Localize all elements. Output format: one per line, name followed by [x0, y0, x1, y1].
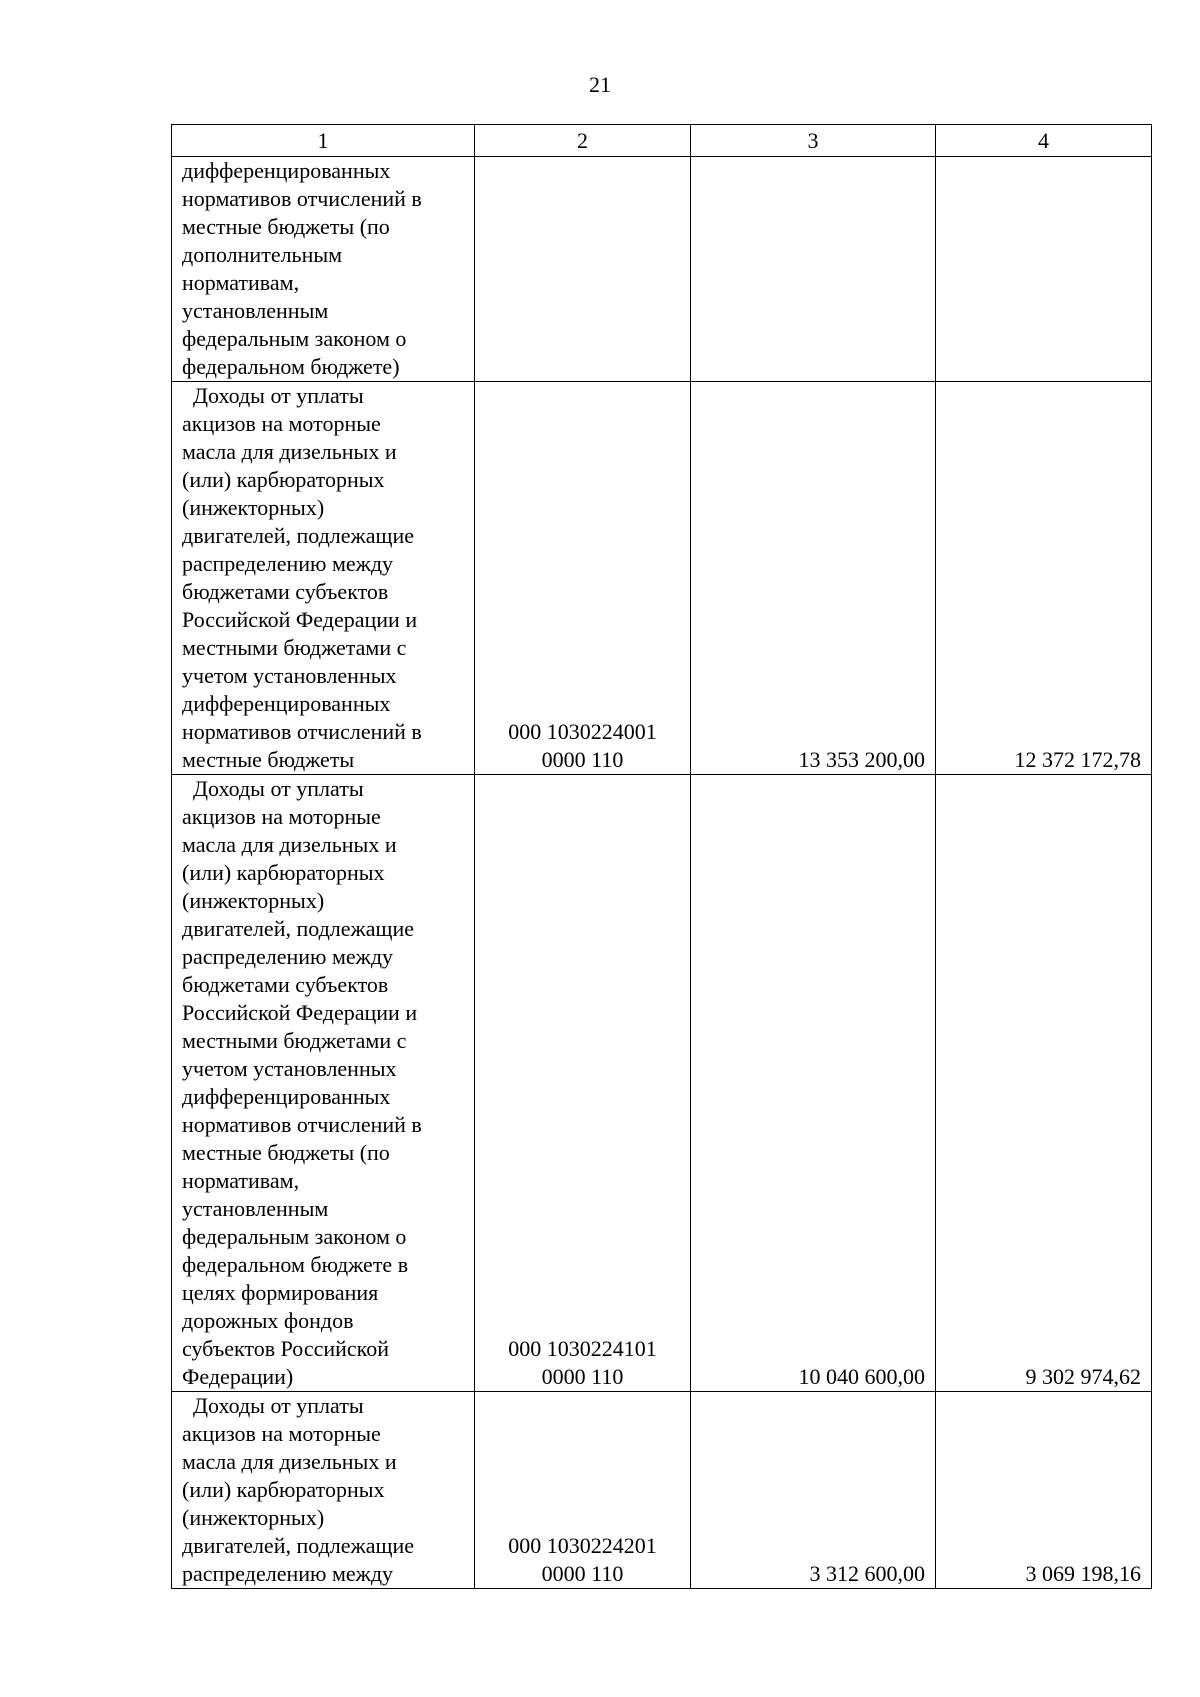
revenue-name-line: дополнительным [182, 242, 343, 267]
revenue-name-line: акцизов на моторные [182, 804, 381, 829]
revenue-name-line: (или) карбюраторных [182, 1477, 385, 1502]
budget-code-line: 000 1030224101 [508, 1336, 657, 1361]
revenue-name-line: масла для дизельных и [182, 832, 397, 857]
revenue-name-cell [172, 1392, 475, 1589]
table-row [172, 1392, 1152, 1589]
actual-amount-cell: 9 302 974,62 [936, 775, 1152, 1392]
revenue-name-line: нормативов отчислений в [182, 1112, 422, 1137]
revenue-table [171, 124, 1152, 1589]
revenue-name-line: распределению между [182, 944, 394, 969]
revenue-name-line: дифференцированных [182, 691, 391, 716]
revenue-name-line: установленным [182, 1196, 329, 1221]
revenue-name-line: местные бюджеты (по [182, 214, 390, 239]
revenue-name-line: (или) карбюраторных [182, 860, 385, 885]
planned-amount-cell: 10 040 600,00 [691, 775, 936, 1392]
revenue-name-line: Доходы от уплаты [182, 383, 364, 408]
budget-code-line: 0000 110 [541, 747, 624, 772]
revenue-name-line: установленным [182, 298, 329, 323]
revenue-name-line: дорожных фондов [182, 1308, 354, 1333]
revenue-name-line: Российской Федерации и [182, 1000, 418, 1025]
revenue-name-line: (инжекторных) [182, 888, 325, 913]
revenue-name-line: Российской Федерации и [182, 607, 418, 632]
revenue-name-line: дифференцированных [182, 1084, 391, 1109]
revenue-name-cell [172, 382, 475, 775]
revenue-name-line: местные бюджеты [182, 747, 355, 772]
budget-code-line: 0000 110 [541, 1561, 624, 1586]
planned-amount-cell: 3 312 600,00 [691, 1392, 936, 1589]
revenue-name-line: масла для дизельных и [182, 1449, 397, 1474]
budget-code-cell [475, 157, 691, 382]
budget-code-line: 0000 110 [541, 1364, 624, 1389]
budget-code-line: 000 1030224201 [508, 1533, 657, 1558]
revenue-name-line: (инжекторных) [182, 495, 325, 520]
budget-code-cell [475, 382, 691, 775]
revenue-name-line: масла для дизельных и [182, 439, 397, 464]
revenue-name-line: субъектов Российской [182, 1336, 390, 1361]
revenue-name-line: федеральным законом о [182, 326, 407, 351]
revenue-name-line: Доходы от уплаты [182, 1393, 364, 1418]
table-row [172, 775, 1152, 1392]
revenue-name-line: (инжекторных) [182, 1505, 325, 1530]
column-header-2: 2 [475, 125, 691, 157]
revenue-name-line: распределению между [182, 551, 394, 576]
table-header-row [172, 125, 1152, 157]
budget-code-cell [475, 775, 691, 1392]
revenue-name-line: местными бюджетами с [182, 1028, 407, 1053]
revenue-name-cell [172, 157, 475, 382]
revenue-name-line: двигателей, подлежащие [182, 916, 414, 941]
revenue-name-line: двигателей, подлежащие [182, 1533, 414, 1558]
revenue-name-line: нормативам, [182, 1168, 300, 1193]
revenue-name-line: дифференцированных [182, 158, 391, 183]
revenue-name-line: бюджетами субъектов [182, 972, 389, 997]
column-header-4: 4 [936, 125, 1152, 157]
table-row [172, 157, 1152, 382]
column-header-3: 3 [691, 125, 936, 157]
revenue-name-line: распределению между [182, 1561, 394, 1586]
actual-amount-cell [936, 157, 1152, 382]
revenue-name-line: двигателей, подлежащие [182, 523, 414, 548]
actual-amount-cell: 3 069 198,16 [936, 1392, 1152, 1589]
revenue-name-line: нормативам, [182, 270, 300, 295]
revenue-name-line: федеральном бюджете в [182, 1252, 409, 1277]
revenue-name-line: учетом установленных [182, 663, 397, 688]
revenue-name-line: целях формирования [182, 1280, 379, 1305]
revenue-name-line: Федерации) [182, 1364, 294, 1389]
revenue-name-line: акцизов на моторные [182, 411, 381, 436]
revenue-name-line: Доходы от уплаты [182, 776, 364, 801]
revenue-name-line: федеральном бюджете) [182, 354, 400, 379]
column-header-1: 1 [172, 125, 475, 157]
revenue-name-line: местными бюджетами с [182, 635, 407, 660]
planned-amount-cell [691, 157, 936, 382]
revenue-name-line: бюджетами субъектов [182, 579, 389, 604]
revenue-name-line: учетом установленных [182, 1056, 397, 1081]
table-row [172, 382, 1152, 775]
budget-code-cell [475, 1392, 691, 1589]
budget-code-line: 000 1030224001 [508, 719, 657, 744]
revenue-name-line: местные бюджеты (по [182, 1140, 390, 1165]
revenue-name-line: акцизов на моторные [182, 1421, 381, 1446]
revenue-name-line: федеральным законом о [182, 1224, 407, 1249]
revenue-name-line: (или) карбюраторных [182, 467, 385, 492]
page-number: 21 [589, 72, 611, 97]
revenue-name-line: нормативов отчислений в [182, 186, 422, 211]
planned-amount-cell: 13 353 200,00 [691, 382, 936, 775]
actual-amount-cell: 12 372 172,78 [936, 382, 1152, 775]
revenue-name-line: нормативов отчислений в [182, 719, 422, 744]
revenue-name-cell [172, 775, 475, 1392]
